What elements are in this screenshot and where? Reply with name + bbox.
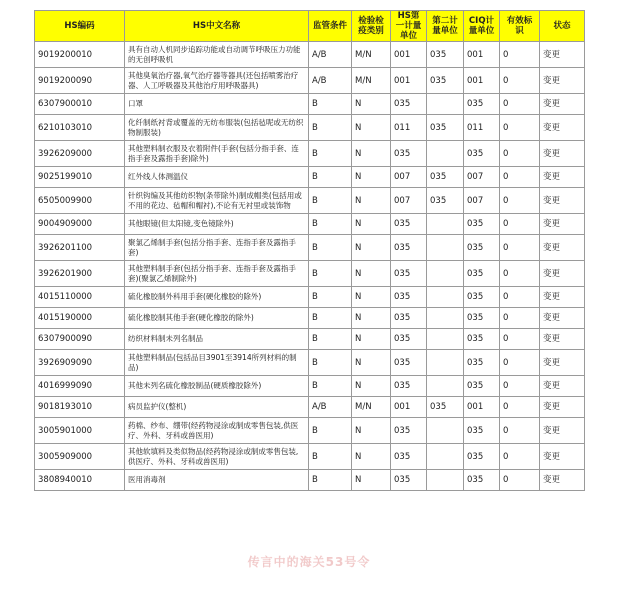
- status-cell: 变更: [540, 261, 585, 287]
- table-row: [35, 167, 585, 188]
- inspection-category-cell: N: [352, 444, 391, 470]
- table-header: [35, 11, 585, 42]
- ciq-unit-cell: 001: [464, 68, 500, 94]
- first-unit-cell: 001: [391, 397, 427, 418]
- regulatory-condition-cell: B: [309, 167, 352, 188]
- status-header: 状态: [540, 11, 585, 42]
- first-unit-cell: 035: [391, 141, 427, 167]
- table-row: [35, 214, 585, 235]
- second-unit-cell: [427, 308, 464, 329]
- inspection-category-cell: N: [352, 214, 391, 235]
- hs-code-cell: 6210103010: [35, 115, 125, 141]
- regulatory-condition-cell: B: [309, 470, 352, 491]
- hs-code-cell: 3005909000: [35, 444, 125, 470]
- valid-flag-cell: 0: [500, 444, 540, 470]
- second-unit-cell: [427, 376, 464, 397]
- status-cell: 变更: [540, 115, 585, 141]
- hs-name-cell: 纺织材料制未列名制品: [125, 329, 309, 350]
- table-row: [35, 329, 585, 350]
- first-unit-header: HS第一计量单位: [391, 11, 427, 42]
- status-cell: 变更: [540, 141, 585, 167]
- first-unit-cell: 035: [391, 329, 427, 350]
- inspection-category-cell: N: [352, 376, 391, 397]
- hs-code-cell: 4016999090: [35, 376, 125, 397]
- table-row: [35, 418, 585, 444]
- ciq-unit-cell: 035: [464, 329, 500, 350]
- second-unit-cell: 035: [427, 115, 464, 141]
- second-unit-cell: [427, 470, 464, 491]
- table-row: [35, 188, 585, 214]
- inspection-category-cell: N: [352, 308, 391, 329]
- inspection-category-cell: N: [352, 287, 391, 308]
- ciq-unit-cell: 035: [464, 94, 500, 115]
- ciq-unit-cell: 035: [464, 376, 500, 397]
- second-unit-cell: [427, 287, 464, 308]
- hs-name-cell: 其他眼镜(但太阳镜,变色镜除外): [125, 214, 309, 235]
- valid-flag-cell: 0: [500, 94, 540, 115]
- regulatory-condition-cell: B: [309, 287, 352, 308]
- ciq-unit-cell: 011: [464, 115, 500, 141]
- status-cell: 变更: [540, 397, 585, 418]
- regulatory-condition-cell: B: [309, 94, 352, 115]
- second-unit-cell: 035: [427, 68, 464, 94]
- valid-flag-cell: 0: [500, 397, 540, 418]
- second-unit-cell: [427, 350, 464, 376]
- inspection-category-cell: N: [352, 141, 391, 167]
- status-cell: 变更: [540, 167, 585, 188]
- first-unit-cell: 035: [391, 470, 427, 491]
- ciq-unit-cell: 035: [464, 444, 500, 470]
- regulatory-condition-cell: B: [309, 235, 352, 261]
- second-unit-cell: [427, 329, 464, 350]
- table-row: [35, 470, 585, 491]
- hs-name-cell: 其他未列名硫化橡胶制品(硬质橡胶除外): [125, 376, 309, 397]
- hs-code-cell: 6307900010: [35, 94, 125, 115]
- valid-flag-cell: 0: [500, 167, 540, 188]
- second-unit-cell: [427, 444, 464, 470]
- status-cell: 变更: [540, 444, 585, 470]
- table-row: [35, 115, 585, 141]
- hs-code-cell: 9018193010: [35, 397, 125, 418]
- hs-name-cell: 针织钩编及其他纺织物(条带除外)制成帽类(包括用或不用的花边、毡帽和帽衬),不论有无衬里或装饰物: [125, 188, 309, 214]
- second-unit-cell: [427, 141, 464, 167]
- inspection-category-cell: N: [352, 350, 391, 376]
- table-row: [35, 376, 585, 397]
- status-cell: 变更: [540, 94, 585, 115]
- valid-flag-cell: 0: [500, 470, 540, 491]
- ciq-unit-cell: 001: [464, 397, 500, 418]
- first-unit-cell: 035: [391, 261, 427, 287]
- hs-name-header: HS中文名称: [125, 11, 309, 42]
- hs-name-cell: 硫化橡胶制外科用手套(硬化橡胶的除外): [125, 287, 309, 308]
- table-row: [35, 287, 585, 308]
- first-unit-cell: 035: [391, 308, 427, 329]
- valid-flag-cell: 0: [500, 68, 540, 94]
- ciq-unit-cell: 035: [464, 235, 500, 261]
- inspection-category-cell: M/N: [352, 68, 391, 94]
- status-cell: 变更: [540, 42, 585, 68]
- regulatory-condition-cell: A/B: [309, 397, 352, 418]
- regulatory-condition-cell: B: [309, 115, 352, 141]
- table-row: [35, 141, 585, 167]
- regulatory-condition-cell: B: [309, 188, 352, 214]
- hs-name-cell: 其他塑料制品(包括品目3901至3914所列材料的制品): [125, 350, 309, 376]
- second-unit-cell: [427, 214, 464, 235]
- hs-code-cell: 3808940010: [35, 470, 125, 491]
- table-row: [35, 444, 585, 470]
- valid-flag-cell: 0: [500, 308, 540, 329]
- valid-flag-cell: 0: [500, 329, 540, 350]
- first-unit-cell: 035: [391, 376, 427, 397]
- regulatory-condition-header: 监管条件: [309, 11, 352, 42]
- table-row: [35, 397, 585, 418]
- table-body: [35, 42, 585, 491]
- ciq-unit-cell: 035: [464, 214, 500, 235]
- hs-code-table: [34, 10, 585, 491]
- ciq-unit-cell: 035: [464, 350, 500, 376]
- regulatory-condition-cell: A/B: [309, 68, 352, 94]
- hs-name-cell: 其他软填料及类似物品(经药物浸涂或制成零售包装,供医疗、外科、牙科或兽医用): [125, 444, 309, 470]
- status-cell: 变更: [540, 287, 585, 308]
- hs-code-cell: 9025199010: [35, 167, 125, 188]
- hs-code-cell: 4015190000: [35, 308, 125, 329]
- inspection-category-cell: N: [352, 261, 391, 287]
- table-row: [35, 261, 585, 287]
- first-unit-cell: 035: [391, 444, 427, 470]
- first-unit-cell: 001: [391, 42, 427, 68]
- hs-code-header: HS编码: [35, 11, 125, 42]
- status-cell: 变更: [540, 235, 585, 261]
- ciq-unit-cell: 035: [464, 141, 500, 167]
- valid-flag-cell: 0: [500, 287, 540, 308]
- status-cell: 变更: [540, 350, 585, 376]
- inspection-category-cell: N: [352, 188, 391, 214]
- inspection-category-header: 检验检疫类别: [352, 11, 391, 42]
- valid-flag-cell: 0: [500, 376, 540, 397]
- table-row: [35, 235, 585, 261]
- ciq-unit-cell: 001: [464, 42, 500, 68]
- ciq-unit-cell: 035: [464, 261, 500, 287]
- first-unit-cell: 035: [391, 235, 427, 261]
- table-row: [35, 350, 585, 376]
- ciq-unit-cell: 035: [464, 470, 500, 491]
- valid-flag-header: 有效标识: [500, 11, 540, 42]
- first-unit-cell: 001: [391, 68, 427, 94]
- first-unit-cell: 007: [391, 167, 427, 188]
- hs-name-cell: 聚氯乙烯制手套(包括分指手套、连指手套及露指手套): [125, 235, 309, 261]
- second-unit-cell: [427, 261, 464, 287]
- first-unit-cell: 035: [391, 350, 427, 376]
- status-cell: 变更: [540, 470, 585, 491]
- second-unit-cell: [427, 235, 464, 261]
- regulatory-condition-cell: B: [309, 329, 352, 350]
- hs-code-cell: 3926201100: [35, 235, 125, 261]
- regulatory-condition-cell: B: [309, 350, 352, 376]
- valid-flag-cell: 0: [500, 214, 540, 235]
- first-unit-cell: 035: [391, 287, 427, 308]
- watermark-text: 传言中的海关53号令: [247, 555, 371, 569]
- table-row: [35, 94, 585, 115]
- hs-name-cell: 具有自动人机同步追踪功能或自动调节呼吸压力功能的无创呼吸机: [125, 42, 309, 68]
- valid-flag-cell: 0: [500, 235, 540, 261]
- status-cell: 变更: [540, 214, 585, 235]
- second-unit-cell: 035: [427, 397, 464, 418]
- hs-name-cell: 其他塑料制手套(包括分指手套、连指手套及露指手套)(聚氯乙烯制除外): [125, 261, 309, 287]
- first-unit-cell: 035: [391, 214, 427, 235]
- hs-name-cell: 病员监护仪(整机): [125, 397, 309, 418]
- hs-name-cell: 医用消毒剂: [125, 470, 309, 491]
- inspection-category-cell: N: [352, 235, 391, 261]
- regulatory-condition-cell: B: [309, 418, 352, 444]
- ciq-unit-header: CIQ计量单位: [464, 11, 500, 42]
- ciq-unit-cell: 035: [464, 418, 500, 444]
- first-unit-cell: 007: [391, 188, 427, 214]
- hs-code-cell: 6505009900: [35, 188, 125, 214]
- status-cell: 变更: [540, 376, 585, 397]
- first-unit-cell: 011: [391, 115, 427, 141]
- table-row: [35, 68, 585, 94]
- table-row: [35, 308, 585, 329]
- hs-name-cell: 红外线人体测温仪: [125, 167, 309, 188]
- regulatory-condition-cell: B: [309, 261, 352, 287]
- inspection-category-cell: N: [352, 167, 391, 188]
- hs-code-cell: 4015110000: [35, 287, 125, 308]
- inspection-category-cell: N: [352, 115, 391, 141]
- inspection-category-cell: N: [352, 470, 391, 491]
- hs-code-cell: 3926909090: [35, 350, 125, 376]
- status-cell: 变更: [540, 418, 585, 444]
- hs-name-cell: 其他塑料制衣服及衣着附件(手套(包括分指手套、连指手套及露指手套)除外): [125, 141, 309, 167]
- second-unit-cell: 035: [427, 188, 464, 214]
- hs-name-cell: 药棉、纱布、绷带(经药物浸涂或制成零售包装,供医疗、外科、牙科或兽医用): [125, 418, 309, 444]
- ciq-unit-cell: 035: [464, 308, 500, 329]
- ciq-unit-cell: 035: [464, 287, 500, 308]
- inspection-category-cell: N: [352, 94, 391, 115]
- regulatory-condition-cell: B: [309, 376, 352, 397]
- status-cell: 变更: [540, 308, 585, 329]
- hs-code-cell: 6307900090: [35, 329, 125, 350]
- ciq-unit-cell: 007: [464, 167, 500, 188]
- valid-flag-cell: 0: [500, 115, 540, 141]
- valid-flag-cell: 0: [500, 188, 540, 214]
- first-unit-cell: 035: [391, 94, 427, 115]
- valid-flag-cell: 0: [500, 141, 540, 167]
- hs-name-cell: 其他臭氧治疗器,氧气治疗器等器具(还包括喷雾治疗器、人工呼吸器及其他治疗用呼吸器具): [125, 68, 309, 94]
- regulatory-condition-cell: B: [309, 444, 352, 470]
- status-cell: 变更: [540, 329, 585, 350]
- inspection-category-cell: M/N: [352, 42, 391, 68]
- inspection-category-cell: N: [352, 329, 391, 350]
- hs-code-cell: 9004909000: [35, 214, 125, 235]
- regulatory-condition-cell: B: [309, 214, 352, 235]
- valid-flag-cell: 0: [500, 42, 540, 68]
- hs-code-cell: 3926209000: [35, 141, 125, 167]
- hs-name-cell: 硫化橡胶制其他手套(硬化橡胶的除外): [125, 308, 309, 329]
- hs-code-cell: 9019200090: [35, 68, 125, 94]
- hs-name-cell: 化纤制纸衬背或覆盖的无纺布服装(包括毡呢或无纺织物制服装): [125, 115, 309, 141]
- regulatory-condition-cell: B: [309, 308, 352, 329]
- regulatory-condition-cell: A/B: [309, 42, 352, 68]
- second-unit-cell: [427, 94, 464, 115]
- first-unit-cell: 035: [391, 418, 427, 444]
- hs-code-cell: 3926201900: [35, 261, 125, 287]
- second-unit-cell: 035: [427, 167, 464, 188]
- inspection-category-cell: M/N: [352, 397, 391, 418]
- valid-flag-cell: 0: [500, 418, 540, 444]
- second-unit-cell: [427, 418, 464, 444]
- status-cell: 变更: [540, 68, 585, 94]
- second-unit-cell: 035: [427, 42, 464, 68]
- ciq-unit-cell: 007: [464, 188, 500, 214]
- regulatory-condition-cell: B: [309, 141, 352, 167]
- status-cell: 变更: [540, 188, 585, 214]
- hs-name-cell: 口罩: [125, 94, 309, 115]
- second-unit-header: 第二计量单位: [427, 11, 464, 42]
- valid-flag-cell: 0: [500, 350, 540, 376]
- inspection-category-cell: N: [352, 418, 391, 444]
- valid-flag-cell: 0: [500, 261, 540, 287]
- table-row: [35, 42, 585, 68]
- header-row: [35, 11, 585, 42]
- hs-code-cell: 9019200010: [35, 42, 125, 68]
- hs-code-cell: 3005901000: [35, 418, 125, 444]
